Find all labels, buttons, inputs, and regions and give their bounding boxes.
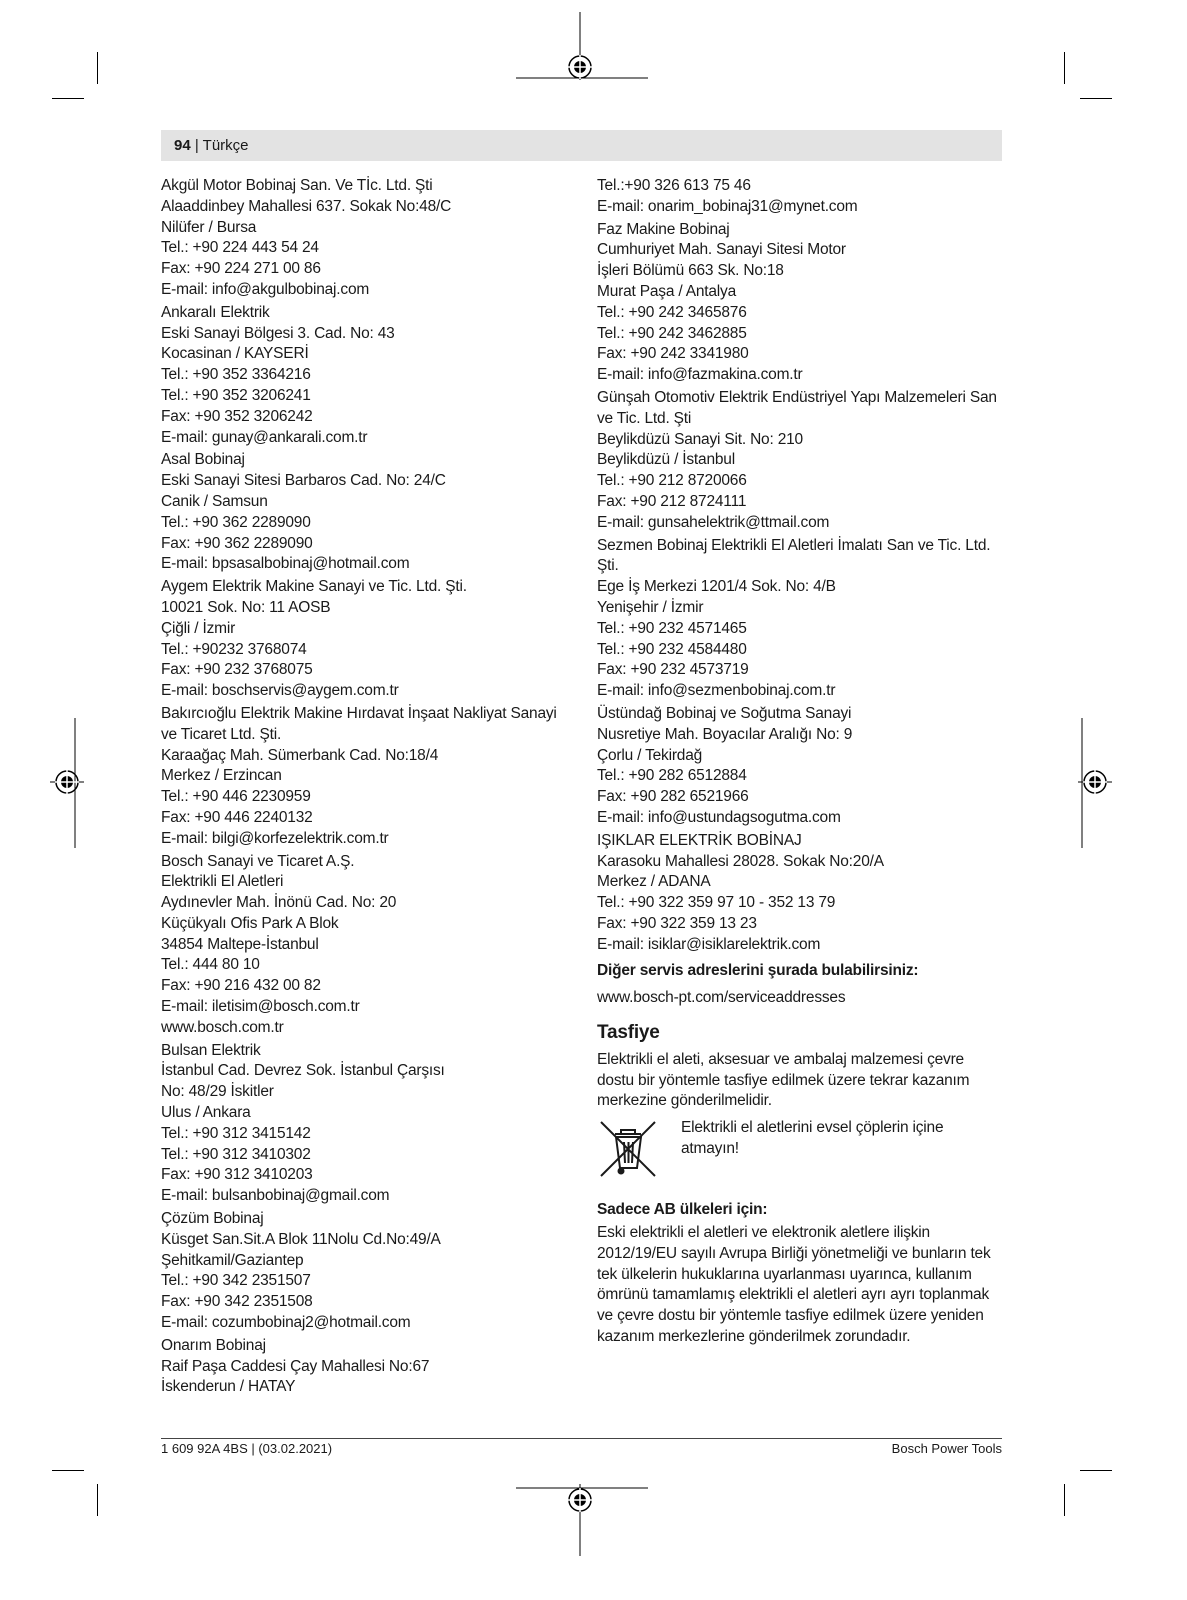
address-line: No: 48/29 İskitler <box>161 1083 274 1101</box>
registration-mark-left-icon <box>50 718 84 848</box>
address-line: 10021 Sok. No: 11 AOSB <box>161 598 331 616</box>
email-line: E-mail: info@ustundagsogutma.com <box>597 808 841 826</box>
disposal-intro: Elektrikli el aleti, aksesuar ve ambalaj malzemesi çevre dostu bir yöntemle tasfiye edilmek üzere tekrar kazanım merkezine gönderilmelidir. <box>597 1050 970 1110</box>
email-line: E-mail: info@sezmenbobinaj.com.tr <box>597 682 836 700</box>
city-line: Yenişehir / İzmir <box>597 598 704 616</box>
company-name-continued: ve Tic. Ltd. Şti <box>597 409 692 427</box>
service-entry-faz <box>597 220 1002 386</box>
service-entry-gunsah <box>597 388 1002 534</box>
address-line: Küsget San.Sit.A Blok 11Nolu Cd.No:49/A <box>161 1230 441 1248</box>
city-line: 34854 Maltepe-İstanbul <box>161 935 319 953</box>
address-line: Nusretiye Mah. Boyacılar Aralığı No: 9 <box>597 725 853 743</box>
fax-line: Fax: +90 342 2351508 <box>161 1293 313 1311</box>
address-line: Karasoku Mahallesi 28028. Sokak No:20/A <box>597 852 884 870</box>
company-name: Bulsan Elektrik <box>161 1041 261 1059</box>
phone-line: Tel.: 444 80 10 <box>161 956 260 974</box>
address-line: Eski Sanayi Bölgesi 3. Cad. No: 43 <box>161 324 395 342</box>
city-line: Kocasinan / KAYSERİ <box>161 345 309 363</box>
city-line: Nilüfer / Bursa <box>161 218 257 236</box>
company-name: Ankaralı Elektrik <box>161 303 270 321</box>
company-name: Sezmen Bobinaj Elektrikli El Aletleri İmalatı San ve Tic. Ltd. <box>597 536 991 554</box>
company-name: Akgül Motor Bobinaj San. Ve Tİc. Ltd. Şti <box>161 177 433 194</box>
email-line: E-mail: bpsasalbobinaj@hotmail.com <box>161 555 410 573</box>
other-services-label: Diğer servis adreslerini şurada bulabilirsiniz: <box>597 962 919 980</box>
city-line: Merkez / ADANA <box>597 873 711 891</box>
service-entry-bosch <box>161 852 561 1039</box>
city-line: Şehitkamil/Gaziantep <box>161 1251 304 1269</box>
fax-line: Fax: +90 322 359 13 23 <box>597 914 757 932</box>
phone-line: Tel.:+90 326 613 75 46 <box>597 177 751 194</box>
company-name: Onarım Bobinaj <box>161 1336 266 1354</box>
phone-line: Tel.: +90232 3768074 <box>161 640 307 658</box>
city-line: Merkez / Erzincan <box>161 767 282 785</box>
phone-line: Tel.: +90 342 2351507 <box>161 1272 311 1290</box>
service-entry-sezmen <box>597 536 1002 702</box>
fax-line: Fax: +90 352 3206242 <box>161 407 313 425</box>
city-line: Murat Paşa / Antalya <box>597 282 737 300</box>
service-entry-isiklar <box>597 831 1002 956</box>
company-name: Günşah Otomotiv Elektrik Endüstriyel Yapı Malzemeleri San <box>597 388 997 406</box>
service-entry-asal <box>161 450 561 575</box>
phone-line: Tel.: +90 312 3410302 <box>161 1145 311 1163</box>
service-entry-aygem <box>161 577 561 702</box>
disposal-heading: Tasfiye <box>597 1022 660 1044</box>
email-line: E-mail: bulsanbobinaj@gmail.com <box>161 1187 390 1205</box>
phone-line: Tel.: +90 362 2289090 <box>161 513 311 531</box>
company-name: Bakırcıoğlu Elektrik Makine Hırdavat İnşaat Nakliyat Sanayi <box>161 704 557 722</box>
address-line: Karaağaç Mah. Sümerbank Cad. No:18/4 <box>161 746 439 764</box>
email-line: E-mail: cozumbobinaj2@hotmail.com <box>161 1314 411 1332</box>
company-name: Asal Bobinaj <box>161 451 245 469</box>
phone-line: Tel.: +90 232 4584480 <box>597 640 747 658</box>
weee-notice <box>597 1118 1002 1180</box>
phone-line: Tel.: +90 282 6512884 <box>597 767 747 785</box>
email-line: E-mail: info@fazmakina.com.tr <box>597 366 803 384</box>
service-entry-bulsan <box>161 1041 561 1207</box>
crossed-out-wheelie-bin-icon <box>597 1118 659 1180</box>
service-entry-onarim-continued <box>597 176 1002 218</box>
address-line: Raif Paşa Caddesi Çay Mahallesi No:67 <box>161 1357 430 1375</box>
company-name: Çözüm Bobinaj <box>161 1210 264 1228</box>
address-line: Eski Sanayi Sitesi Barbaros Cad. No: 24/C <box>161 472 446 490</box>
weee-warning: Elektrikli el aletlerini evsel çöplerin içine atmayın! <box>681 1119 944 1158</box>
email-line: E-mail: onarim_bobinaj31@mynet.com <box>597 197 858 215</box>
phone-line: Tel.: +90 232 4571465 <box>597 619 747 637</box>
company-name: IŞIKLAR ELEKTRİK BOBİNAJ <box>597 831 802 849</box>
phone-line: Tel.: +90 322 359 97 10 - 352 13 79 <box>597 894 836 912</box>
company-name-continued: ve Ticaret Ltd. Şti. <box>161 725 282 743</box>
phone-line: Tel.: +90 224 443 54 24 <box>161 239 319 257</box>
registration-mark-right-icon <box>1078 718 1112 848</box>
fax-line: Fax: +90 312 3410203 <box>161 1166 313 1184</box>
city-line: Çorlu / Tekirdağ <box>597 746 703 764</box>
registration-mark-top-icon <box>516 12 648 82</box>
fax-line: Fax: +90 212 8724111 <box>597 492 747 510</box>
fax-line: Fax: +90 282 6521966 <box>597 788 749 806</box>
service-entry-bakircioglu <box>161 704 561 850</box>
service-entry-cozum <box>161 1209 561 1334</box>
registration-mark-bottom-icon <box>516 1484 648 1556</box>
city-line: Canik / Samsun <box>161 492 268 510</box>
company-name: Aygem Elektrik Makine Sanayi ve Tic. Ltd. Şti. <box>161 578 467 596</box>
header-separator: | <box>190 137 203 154</box>
city-line: Ulus / Ankara <box>161 1104 251 1122</box>
fax-line: Fax: +90 224 271 00 86 <box>161 260 321 278</box>
city-line: İskenderun / HATAY <box>161 1378 296 1396</box>
address-line: Cumhuriyet Mah. Sanayi Sitesi Motor <box>597 241 846 259</box>
email-line: E-mail: bilgi@korfezelektrik.com.tr <box>161 829 389 847</box>
email-line: E-mail: info@akgulbobinaj.com <box>161 280 370 298</box>
fax-line: Fax: +90 446 2240132 <box>161 808 313 826</box>
email-line: E-mail: boschservis@aygem.com.tr <box>161 682 399 700</box>
email-line: E-mail: gunay@ankarali.com.tr <box>161 428 368 446</box>
address-line: Küçükyalı Ofis Park A Blok <box>161 914 339 932</box>
phone-line: Tel.: +90 446 2230959 <box>161 788 311 806</box>
footer-divider <box>161 1438 1002 1439</box>
service-entry-ankarali <box>161 303 561 449</box>
address-line: İstanbul Cad. Devrez Sok. İstanbul Çarşısı <box>161 1062 445 1080</box>
other-services-url: www.bosch-pt.com/serviceaddresses <box>597 989 846 1007</box>
address-line: Alaaddinbey Mahallesi 637. Sokak No:48/C <box>161 197 452 215</box>
website-line: www.bosch.com.tr <box>161 1018 284 1036</box>
address-line: Ege İş Merkezi 1201/4 Sok. No: 4/B <box>597 578 836 596</box>
address-line: İşleri Bölümü 663 Sk. No:18 <box>597 262 784 280</box>
eu-text: Eski elektrikli el aletleri ve elektronik aletlere ilişkin 2012/19/EU sayılı Avrupa Birliği yönetmeliği ve bunların tek tek ülkelerin hukuklarına uyarlanması uyarınca, kullanım ömrünü tamamlamış elektrikli el aletleri ayrı ayrı toplanmak ve çevre dostu bir yöntemle tasfiye edilmek üzere yeniden kazanım merkezlerine gönderilmek zorundadır. <box>597 1224 991 1346</box>
right-column <box>597 176 1002 1348</box>
footer-document-id: 1 609 92A 4BS | (03.02.2021) <box>161 1441 333 1456</box>
email-line: E-mail: isiklar@isiklarelektrik.com <box>597 935 821 953</box>
phone-line: Tel.: +90 312 3415142 <box>161 1124 311 1142</box>
service-entry-onarim <box>161 1336 561 1398</box>
fax-line: Fax: +90 362 2289090 <box>161 534 313 552</box>
company-name: Bosch Sanayi ve Ticaret A.Ş. <box>161 852 355 870</box>
address-line: Beylikdüzü Sanayi Sit. No: 210 <box>597 430 803 448</box>
fax-line: Fax: +90 232 3768075 <box>161 661 313 679</box>
fax-line: Fax: +90 232 4573719 <box>597 661 749 679</box>
header-language: Türkçe <box>202 137 249 154</box>
address-line: Aydınevler Mah. İnönü Cad. No: 20 <box>161 894 397 912</box>
email-line: E-mail: gunsahelektrik@ttmail.com <box>597 513 830 531</box>
company-name: Üstündağ Bobinaj ve Soğutma Sanayi <box>597 704 852 722</box>
fax-line: Fax: +90 216 432 00 82 <box>161 977 321 995</box>
city-line: Çiğli / İzmir <box>161 619 236 637</box>
page-number: 94 <box>174 137 191 154</box>
left-column <box>161 176 561 1400</box>
page-header <box>161 130 1002 161</box>
email-line: E-mail: iletisim@bosch.com.tr <box>161 998 360 1016</box>
company-name: Faz Makine Bobinaj <box>597 220 730 238</box>
phone-line: Tel.: +90 352 3364216 <box>161 366 311 384</box>
phone-line: Tel.: +90 242 3462885 <box>597 324 747 342</box>
fax-line: Fax: +90 242 3341980 <box>597 345 749 363</box>
service-entry-ustundag <box>597 704 1002 829</box>
phone-line: Tel.: +90 242 3465876 <box>597 303 747 321</box>
department-line: Elektrikli El Aletleri <box>161 873 284 891</box>
service-entry-akgul <box>161 176 561 301</box>
phone-line: Tel.: +90 212 8720066 <box>597 472 747 490</box>
city-line: Beylikdüzü / İstanbul <box>597 451 735 469</box>
phone-line: Tel.: +90 352 3206241 <box>161 386 311 404</box>
eu-heading: Sadece AB ülkeleri için: <box>597 1201 768 1219</box>
company-name-continued: Şti. <box>597 557 619 575</box>
footer-brand: Bosch Power Tools <box>891 1441 1002 1456</box>
